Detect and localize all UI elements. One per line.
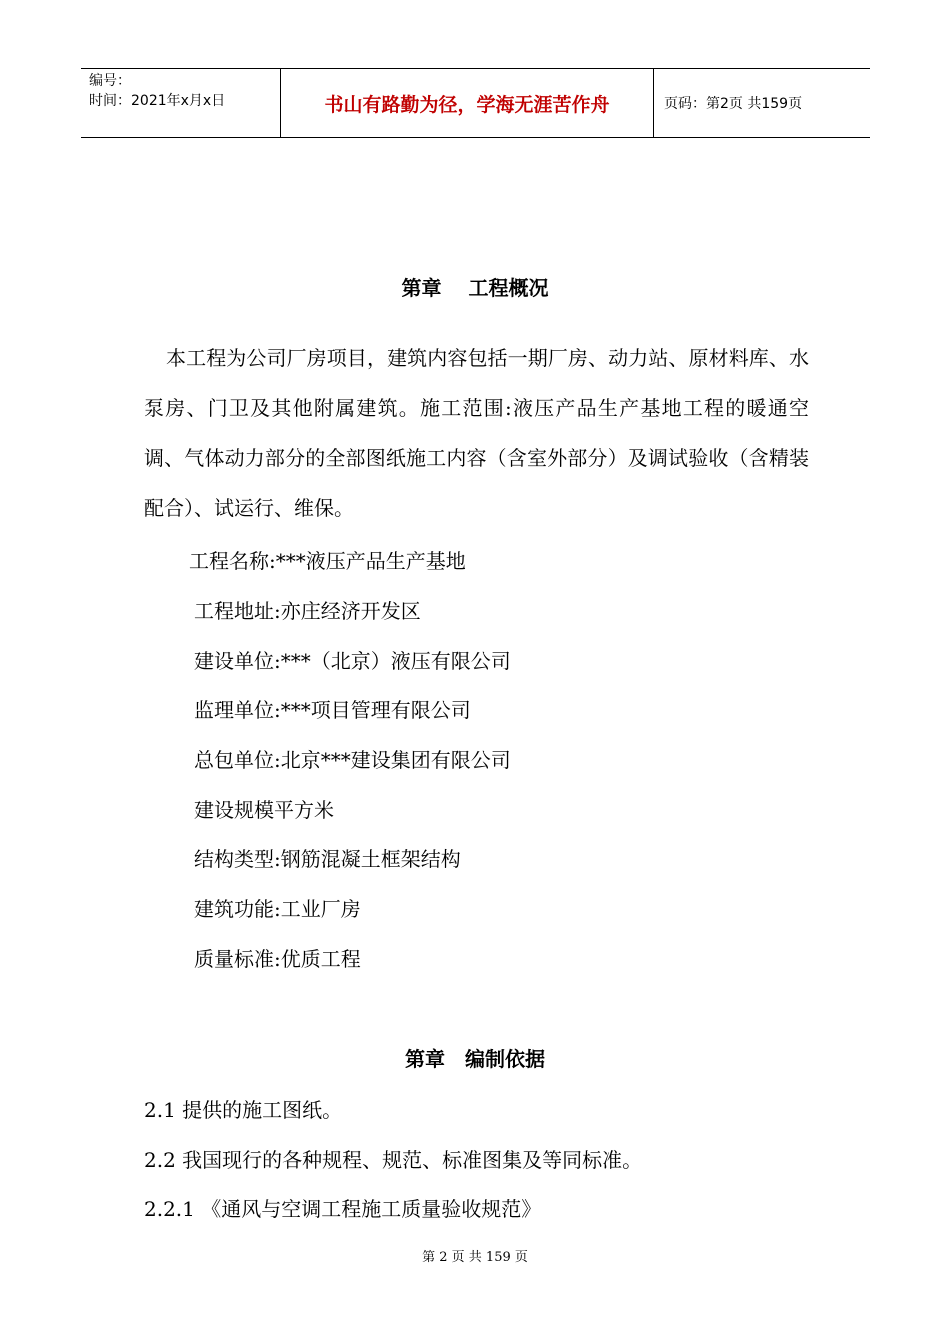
basis-item-2-1: 2.1 提供的施工图纸。: [144, 1098, 343, 1122]
construction-scale: 建设规模平方米: [194, 798, 334, 822]
quality-standard: 质量标准:优质工程: [194, 947, 361, 971]
header-motto: 书山有路勤为径，学海无涯苦作舟: [281, 69, 654, 137]
time-label: 时间：2021年x月x日: [89, 93, 226, 109]
header-page-info: 页码：第2页 共159页: [664, 96, 803, 112]
project-address: 工程地址:亦庄经济开发区: [194, 599, 421, 623]
basis-item-2-2-1: 2.2.1 《通风与空调工程施工质量验收规范》: [144, 1197, 542, 1221]
header-table: [81, 68, 870, 138]
project-name: 工程名称:***液压产品生产基地: [189, 549, 466, 573]
chapter2-title: 第章 编制依据: [405, 1047, 545, 1071]
general-contractor: 总包单位:北京***建设集团有限公司: [194, 748, 511, 772]
basis-item-2-2: 2.2 我国现行的各种规程、规范、标准图集及等同标准。: [144, 1148, 643, 1172]
construction-unit: 建设单位:***（北京）液压有限公司: [194, 649, 511, 673]
building-function: 建筑功能:工业厂房: [194, 897, 361, 921]
chapter1-title: 第章 工程概况: [401, 276, 549, 300]
structure-type: 结构类型:钢筋混凝土框架结构: [194, 847, 461, 871]
page-footer: 第 2 页 共 159 页: [422, 1250, 528, 1265]
supervision-unit: 监理单位:***项目管理有限公司: [194, 698, 471, 722]
chapter1-intro: 本工程为公司厂房项目，建筑内容包括一期厂房、动力站、原材料库、水泵房、门卫及其他附属建筑。施工范围:液压产品生产基地工程的暖通空调、气体动力部分的全部图纸施工内容（含室外部分）及调试验收（含精装配合）、试运行、维保。: [144, 346, 809, 520]
number-label: 编号：: [89, 73, 131, 89]
header-meta: [81, 69, 281, 137]
